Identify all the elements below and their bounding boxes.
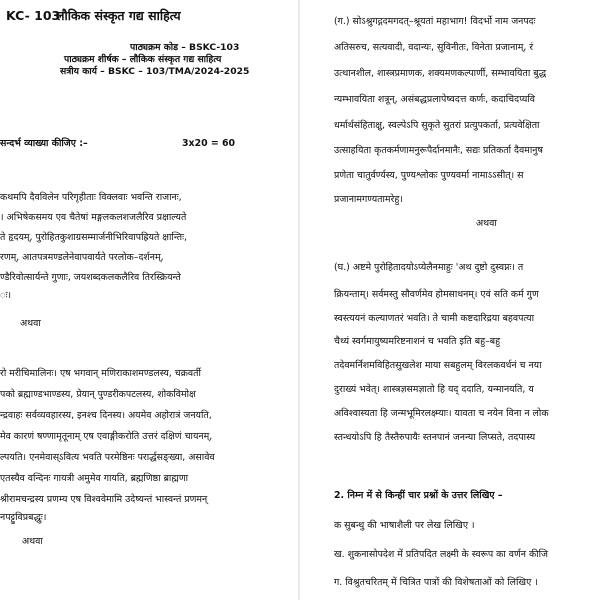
text-line: मेव कारणं षण्णामृतूनाम् एष एवाङ्गीकरोति उत्तरं दक्षिणं चायनम्,: [0, 431, 213, 442]
left-page: [0, 0, 296, 600]
course-code-line: पाठ्यक्रम कोड – BSKC-103: [130, 42, 240, 53]
text-line: स्वस्त्ययनं कल्याणतरं भवति। ते चामी कष्टदारिद्रया बहवपत्या: [334, 313, 535, 324]
text-line: क्रियन्ताम्। सर्वमस्तु सौवर्णमेव होमसाधनम्। एवं सति कर्म गुण: [334, 289, 539, 300]
text-line: नपट्टुविप्रबद्धुः।: [0, 512, 47, 523]
text-line: चैथ्यं स्वर्गमायुष्यमरिष्टनाशनं च भवति इति बहु–बहु: [334, 336, 501, 347]
text-line: ते हृदयम्, पुरोहितकुशाग्रसम्मार्जनीभिरिवापह्रियते क्षान्तिः,: [0, 232, 187, 243]
text-line: प्रजानामगण्यतामरेहु।: [334, 194, 403, 205]
text-line: (घ.) अष्टमे पुरोहितादयोऽप्येलैनमाहुः 'अथ दुष्टो दुस्वप्नः। त: [334, 262, 524, 273]
assignment-line: सत्रीय कार्य – BSKC – 103/TMA/2024-2025: [60, 66, 250, 77]
text-line: स्तन्धयोऽपि हि तैस्तैरुपायैः स्तनपानं जनन्या लिप्सते, तदपास्य: [334, 432, 536, 443]
course-title-line: पाठ्यक्रम शीर्षक – लौकिक संस्कृत गद्य साहित्य: [64, 54, 222, 65]
text-line: न्द्रवाहः सर्वव्यवहारस्य, इनश्च दिनस्य। अयमेव अहोरात्रं जनयति,: [0, 410, 212, 421]
text-line: उत्साहयिता कृतकर्मणामनुरूपैर्दानमानैः, सद्यः प्रतिकर्ता दैवमानुष: [334, 145, 543, 156]
text-line: न्यम्भावयिता शत्रून्, असंबद्धप्रलापेष्वदत्त कर्णः, कदाचिदप्यवि: [334, 94, 536, 105]
text-line: अतिसरुच, सत्यवादी, वदान्यः, सुविनीतः, विनेता प्रजानाम्, रं: [334, 42, 534, 53]
text-line: तदेवमर्निशमविहितसुखलेश माया सबहुलम् विरलकवर्धनं च नया: [334, 360, 542, 371]
text-line: । अभिषेकसमय एव चैतेषां मङ्गलकलशजलैरिव प्रक्षाल्यते: [0, 212, 187, 223]
text-line: रो मरीचिमालिनः। एष भगवान् मणिराकाशमण्डलस्य, चक्रवर्ती: [0, 368, 201, 379]
text-line: दुराख्यं भवेत्। शास्त्रज्ञसमज्ञातो हि यद् ददाति, यन्मानयति, य: [334, 384, 534, 395]
right-page: [304, 0, 600, 600]
question-2-item-kha: ख. शुकनासोपदेश में प्रतिपदित लक्ष्मी के स्वरूप का वर्णन कीजि: [334, 549, 548, 560]
question-2-item-ga: ग. विश्रुतचरितम् में चित्रित पात्रों की विशेषताओं को लिखिए ।: [334, 577, 538, 588]
text-line: ण्डैरिवोत्सार्यन्ते गुणाः, जयशब्दकलकलैरिव तिरस्क्रियन्ते: [0, 272, 181, 283]
separator-athava: अथवा: [22, 536, 43, 547]
text-line: कथमपि दैवविलेन परिगृहीताः विक्लवाः भवन्ति राजानः,: [0, 192, 182, 203]
text-line: ः।: [0, 290, 12, 301]
page-heading: लौकिक संस्कृत गद्य साहित्य: [56, 8, 181, 23]
question-instruction: सन्दर्भ व्याख्या कीजिए :–: [0, 138, 88, 149]
separator-athava: अथवा: [20, 318, 41, 329]
course-code-fragment: KC- 103: [6, 8, 61, 23]
text-line: रणम्, आतपत्रमण्डलेनेवापवार्यते परलोक–दर्शनम्,: [0, 252, 164, 263]
text-line: उत्थानशील, शास्त्रप्रमाणक, शक्यमणकल्पार्णी, सम्भावयिता बुद्ध: [334, 68, 547, 79]
page-divider: [298, 0, 300, 600]
text-line: (ग.) सोऽश्रुगद्गदमगदत्–श्रूयतां महाभाग! विदर्भो नाम जनपदः: [334, 16, 536, 27]
text-line: ल्पयति। एनमेवास्ऽवित्य भवति परमेष्ठिनः परार्द्धसङ्ख्या, असावेव: [0, 452, 215, 463]
question-2-item-ka: क सुबन्धु की भाषाशैली पर लेख लिखिए ।: [334, 520, 475, 531]
separator-athava: अथवा: [476, 218, 497, 229]
text-line: अविश्वास्यता हि जन्मभूमिरलक्ष्म्याः। यावता च नयेन विना न लोक: [334, 408, 549, 419]
text-line: एतस्यैव वन्दिनः गायत्री अमुमेव गायति, ब्रह्मणिष्ठा ब्राह्मणा: [0, 473, 189, 484]
question-marks: 3x20 = 60: [182, 138, 236, 149]
text-line: प्रणेता चातुर्वर्ण्यस्य, पुण्यश्लोकः पुण्यवर्मा नामाऽऽसीत्। स: [334, 170, 524, 181]
question-2-heading: 2. निम्न में से किन्हीं चार प्रश्नों के उत्तर लिखिए –: [334, 490, 503, 501]
text-line: श्रीरामचन्द्रस्य प्रणम्य एष विश्ववेमामि उदेष्यन्तं भास्वन्तं प्रणमन्: [0, 494, 208, 505]
text-line: पको ब्रह्माण्डभाण्डस्य, प्रेयान् पुण्डरीकपटलस्य, शोकविमोक्ष: [0, 389, 196, 400]
text-line: धर्मार्थसंहिताक्षु, स्वल्पेऽपि सुकृते सुतरां प्रत्युपकर्ता, प्रत्यवेक्षिता: [334, 120, 540, 131]
